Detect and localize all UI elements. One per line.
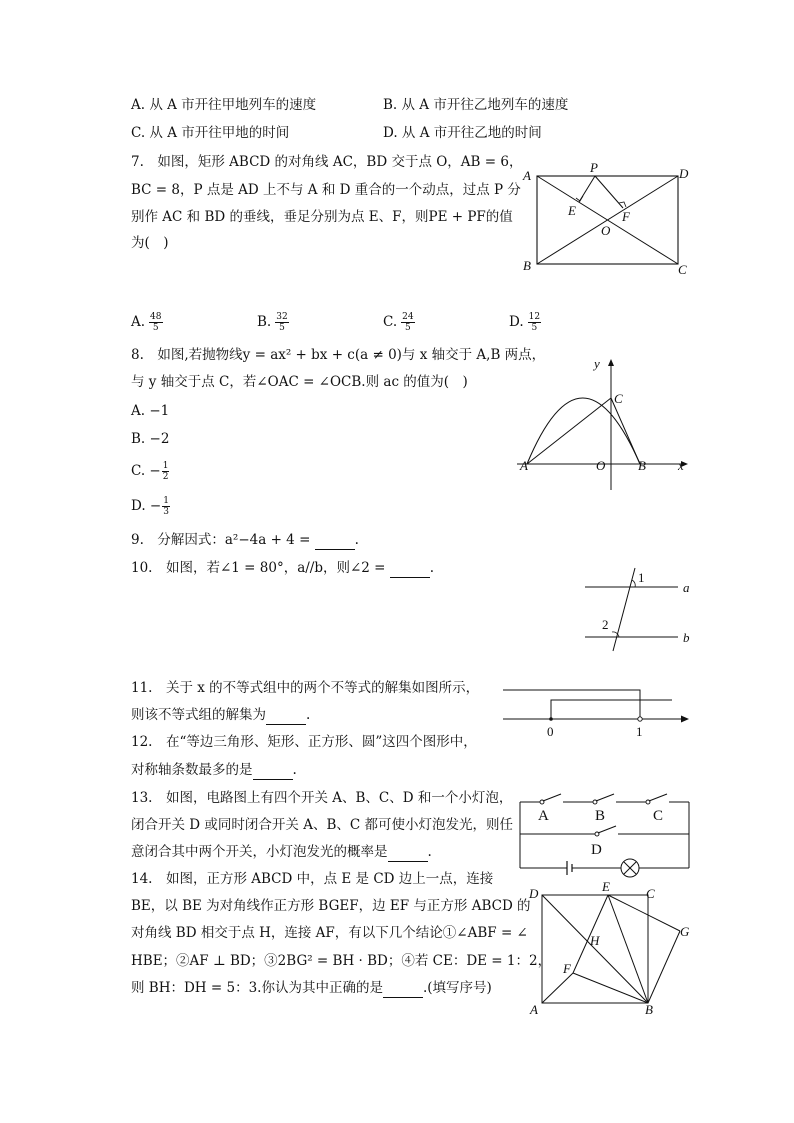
q7-label-a: A [523, 168, 531, 183]
q13-line1: 13. 如图，电路图上有四个开关 A、B、C、D 和一个小灯泡， [131, 790, 513, 806]
q14-line5: 则 BH：DH = 5：3.你认为其中正确的是 .(填写序号) [131, 980, 492, 996]
q11-line1: 11. 关于 x 的不等式组中的两个不等式的解集如图所示， [131, 680, 480, 696]
q7-line2: BC = 8，P 点是 AD 上不与 A 和 D 重合的一个动点，过点 P 分 [131, 182, 521, 198]
q8-label-x: x [678, 458, 684, 473]
q7-line1: 7. 如图，矩形 ABCD 的对角线 AC，BD 交于点 O，AB = 6， [131, 154, 523, 170]
q7-label-e: E [568, 203, 576, 218]
q14-line3: 对角线 BD 相交于点 H，连接 AF，有以下几个结论①∠ABF = ∠ [131, 925, 528, 941]
q8-line1: 8. 如图,若抛物线y = ax² + bx + c(a ≠ 0)与 x 轴交于 A,B 两点， [131, 347, 546, 363]
q14-label-g: G [680, 924, 690, 939]
q6-option-d: D. 从 A 市开往乙地的时间 [383, 125, 542, 141]
q8-label-o: O [596, 458, 606, 473]
q7-option-b: B. $\frac{32}{5}$ [257, 312, 288, 333]
q14-label-a: A [530, 1002, 538, 1017]
q11-answer-blank [266, 706, 306, 725]
q8-option-a: A. −1 [131, 403, 170, 419]
q7-label-p: P [590, 160, 598, 175]
q14-line1: 14. 如图，正方形 ABCD 中，点 E 是 CD 边上一点，连接 [131, 871, 494, 887]
q8-label-b: B [638, 458, 646, 473]
q12-line2: 对称轴条数最多的是 . [131, 762, 297, 778]
q10-label-angle1: 1 [638, 570, 645, 585]
q8-label-y: y [594, 356, 600, 371]
q9-answer-blank [315, 531, 355, 550]
q8-option-c: C. − $\frac{1}{2}$ [131, 461, 169, 482]
q14-label-b: B [645, 1002, 653, 1017]
q8-option-b: B. −2 [131, 431, 170, 447]
q14-answer-blank [383, 979, 423, 998]
q13-line2: 闭合开关 D 或同时闭合开关 A、B、C 都可使小灯泡发光，则任 [131, 817, 513, 833]
q12-answer-blank [253, 761, 293, 780]
q6-option-a: A. 从 A 市开往甲地列车的速度 [131, 97, 317, 113]
q8-label-a: A [520, 458, 528, 473]
q14-line4: HBE；②AF ⊥ BD；③2BG² = BH · BD；④若 CE：DE = 1：2， [131, 953, 552, 969]
q8-label-c: C [614, 391, 623, 406]
q11-line2: 则该不等式组的解集为 . [131, 707, 311, 723]
q8-parabola-figure [512, 352, 692, 492]
q13-line3: 意闭合其中两个开关，小灯泡发光的概率是 . [131, 844, 432, 860]
q13-circuit-figure [515, 790, 695, 880]
q14-square-figure [522, 880, 697, 1020]
q9-question: 9. 分解因式：a²−4a + 4 = . [131, 532, 359, 548]
q7-label-f: F [622, 209, 630, 224]
q10-question: 10. 如图，若∠1 = 80°，a//b，则∠2 = . [131, 560, 435, 576]
q11-number-line-figure [500, 682, 695, 742]
q14-label-f: F [563, 961, 571, 976]
q7-option-d: D. $\frac{12}{5}$ [509, 312, 541, 333]
q6-option-b: B. 从 A 市开往乙地列车的速度 [383, 97, 569, 113]
q7-label-d: D [679, 166, 689, 181]
q14-label-c: C [646, 886, 655, 901]
q7-label-b: B [523, 258, 531, 273]
q13-label-c: C [653, 808, 664, 824]
q14-label-e: E [602, 879, 610, 894]
q7-line4: 为( ) [131, 235, 169, 251]
q7-label-c: C [678, 262, 687, 277]
q7-label-o: O [601, 223, 611, 238]
q10-answer-blank [390, 559, 430, 578]
q7-rectangle-figure [515, 158, 695, 283]
q10-label-b: b [683, 630, 690, 645]
q14-label-h: H [590, 933, 600, 948]
q6-option-c: C. 从 A 市开往甲地的时间 [131, 125, 290, 141]
q12-line1: 12. 在“等边三角形、矩形、正方形、圆”这四个图形中， [131, 734, 477, 750]
q7-option-c: C. $\frac{24}{5}$ [383, 312, 414, 333]
q13-label-b: B [595, 808, 606, 824]
q14-line2: BE，以 BE 为对角线作正方形 BGEF，边 EF 与正方形 ABCD 的 [131, 898, 531, 914]
q13-label-a: A [538, 808, 549, 824]
q13-answer-blank [388, 843, 428, 862]
q13-label-d: D [591, 842, 602, 858]
q7-option-a: A. $\frac{48}{5}$ [131, 312, 162, 333]
q8-line2: 与 y 轴交于点 C，若∠OAC = ∠OCB.则 ac 的值为( ) [131, 374, 468, 390]
q8-option-d: D. − $\frac{1}{3}$ [131, 496, 169, 517]
q11-label-zero: 0 [547, 724, 554, 739]
q10-parallel-lines-figure [580, 565, 695, 655]
q10-label-angle2: 2 [602, 617, 609, 632]
q10-label-a: a [683, 580, 690, 595]
q7-line3: 别作 AC 和 BD 的垂线，垂足分别为点 E、F，则PE + PF的值 [131, 209, 513, 225]
q11-label-one: 1 [636, 724, 643, 739]
q14-label-d: D [529, 886, 539, 901]
